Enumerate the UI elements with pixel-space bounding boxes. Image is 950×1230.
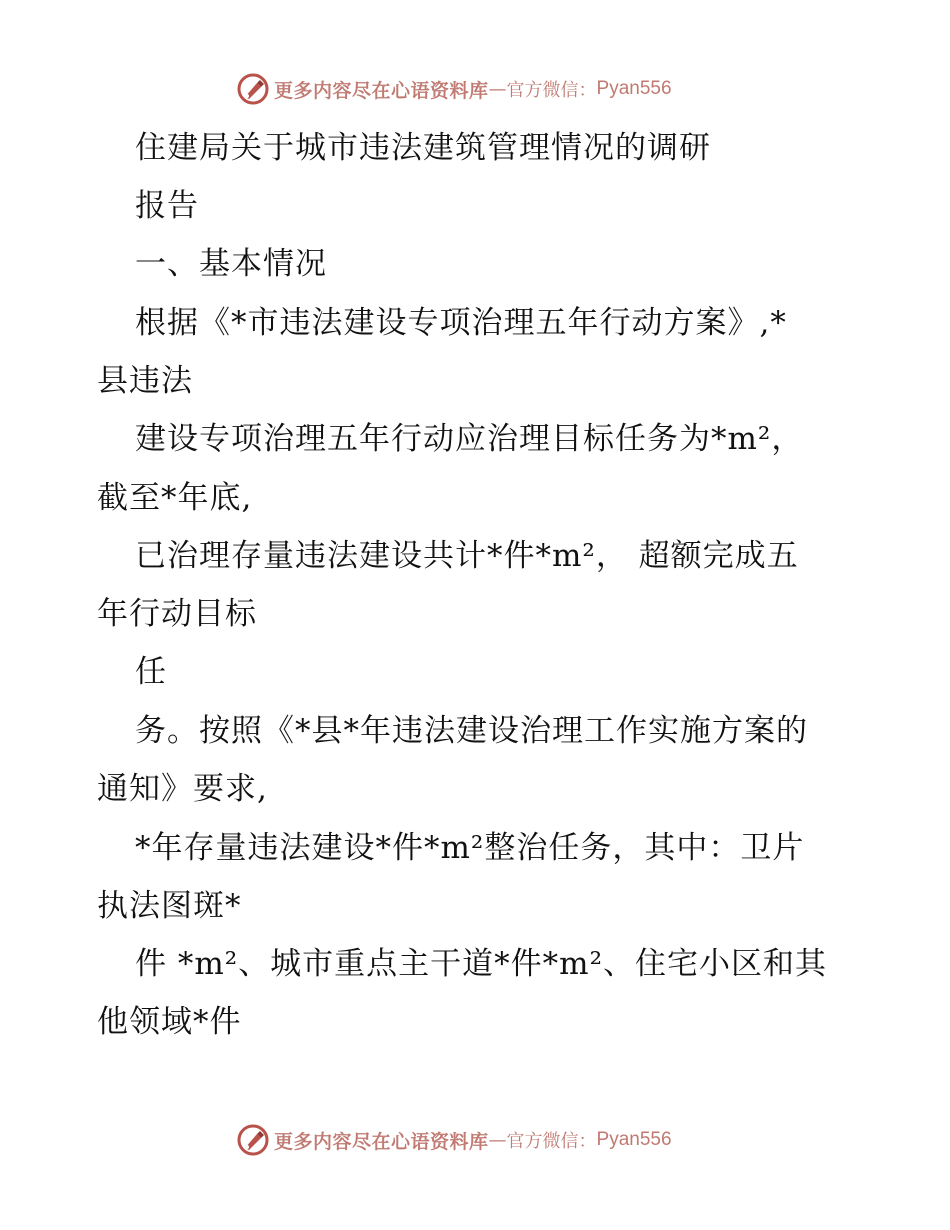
- watermark-wechat-label: 官方微信：: [506, 1131, 597, 1152]
- paragraph-line: 执法图斑*: [97, 888, 242, 924]
- paragraph-line: 年行动目标: [97, 596, 257, 632]
- watermark-wechat-id: Pyan556: [596, 1129, 672, 1150]
- paragraph-line: *年存量违法建设*件*m²整治任务，其中：卫片: [135, 830, 805, 866]
- paragraph-line: 件 *m²、城市重点主干道*件*m²、住宅小区和其: [135, 946, 827, 982]
- watermark-text: 更多内容尽在心语资料库: [274, 1130, 489, 1153]
- paragraph-line: 截至*年底,: [97, 480, 253, 516]
- watermark-wechat-label: 官方微信：: [506, 80, 597, 101]
- title-line-1: 住建局关于城市违法建筑管理情况的调研: [135, 130, 711, 166]
- footer-watermark: [236, 1123, 672, 1157]
- title-line-2: 报告: [135, 188, 199, 224]
- pen-logo-icon: [236, 72, 270, 106]
- paragraph-line: 根据《*市违法建设专项治理五年行动方案》,*: [135, 305, 787, 341]
- watermark-wechat-id: Pyan556: [596, 78, 672, 99]
- paragraph-line: 务。按照《*县*年违法建设治理工作实施方案的: [135, 713, 808, 749]
- section-heading: 一、基本情况: [135, 246, 327, 282]
- paragraph-line: 任: [135, 654, 167, 690]
- paragraph-line: 通知》要求,: [97, 771, 268, 807]
- paragraph-line: 县违法: [97, 363, 193, 399]
- watermark-separator: —: [488, 1129, 507, 1151]
- paragraph-line: 已治理存量违法建设共计*件*m²， 超额完成五: [135, 538, 799, 574]
- paragraph-line: 他领域*件: [97, 1004, 242, 1040]
- watermark-text: 更多内容尽在心语资料库: [274, 79, 489, 102]
- watermark-separator: —: [488, 78, 507, 100]
- header-watermark: [236, 72, 672, 106]
- paragraph-line: 建设专项治理五年行动应治理目标任务为*m²，: [135, 421, 804, 457]
- pen-logo-icon: [236, 1123, 270, 1157]
